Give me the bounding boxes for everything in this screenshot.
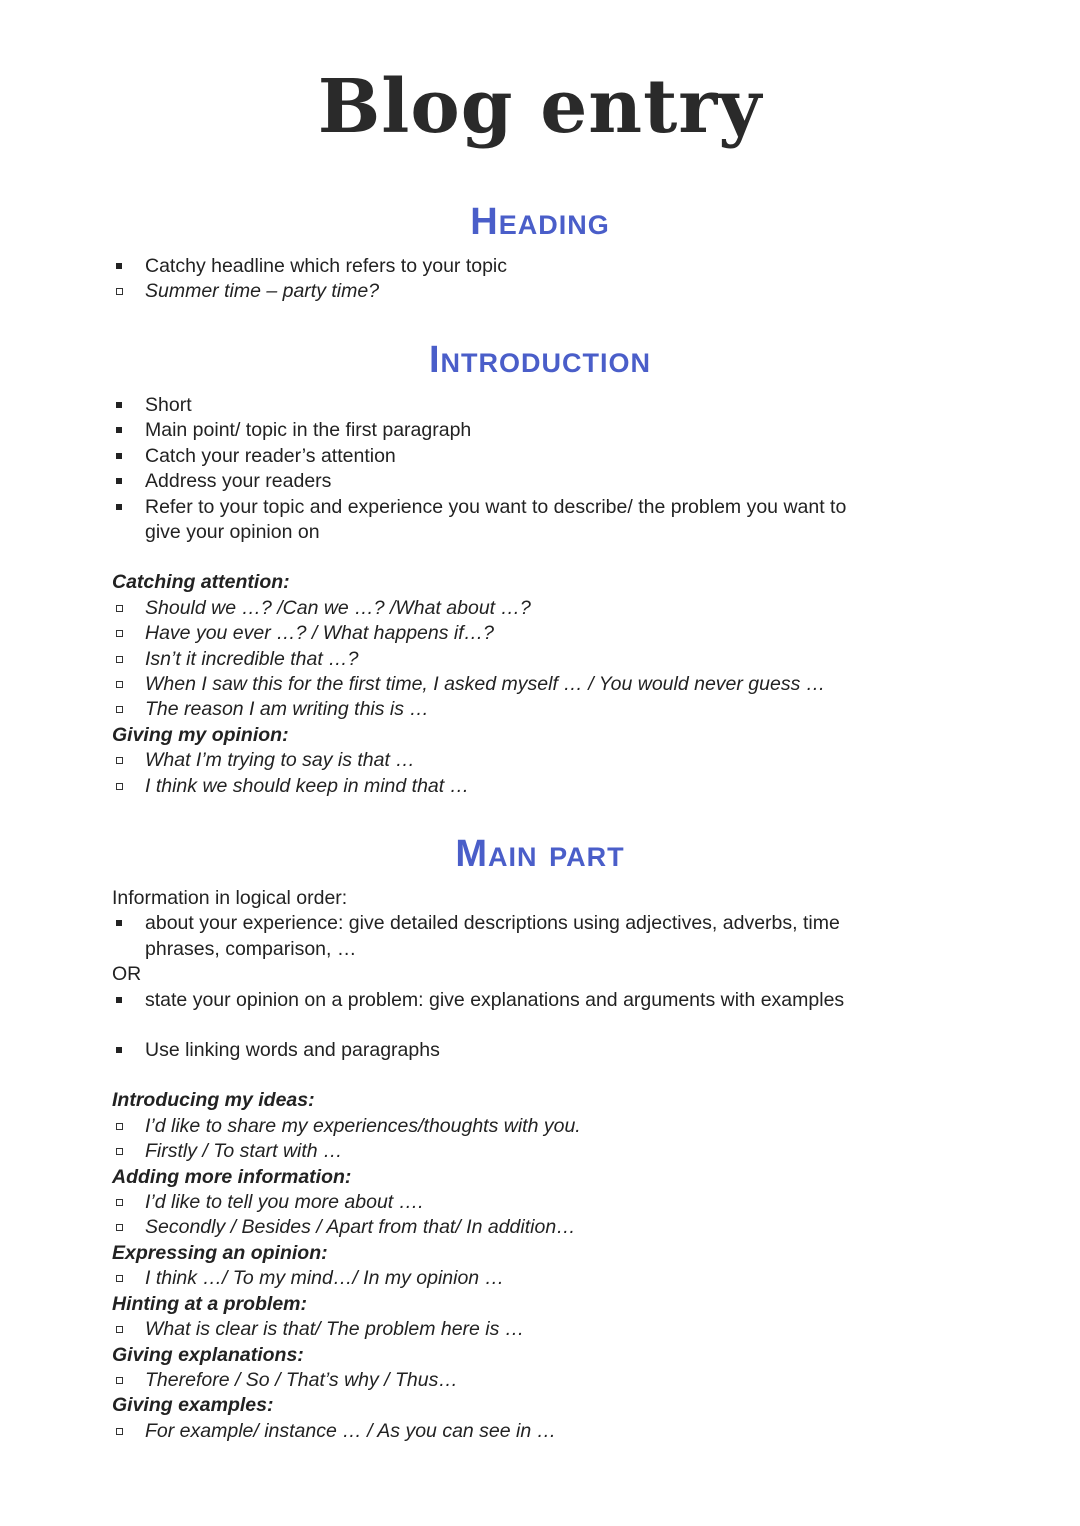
group-label: Giving my opinion: (112, 723, 289, 746)
example-item: What is clear is that/ The problem here is … (145, 1318, 525, 1341)
group-label: Hinting at a problem: (112, 1292, 307, 1315)
list-item-continuation: give your opinion on (145, 521, 320, 544)
list-item: Catchy headline which refers to your topic (145, 255, 508, 277)
list-item: Short (145, 394, 192, 416)
example-item: Firstly / To start with … (145, 1140, 343, 1163)
example-item: Therefore / So / That’s why / Thus… (145, 1368, 458, 1391)
example-item: When I saw this for the first time, I asked myself … / You would never guess … (145, 673, 826, 696)
list-item: Catch your reader’s attention (145, 444, 396, 467)
example-item: What I’m trying to say is that … (145, 749, 415, 772)
section-introduction-title: Introduction (428, 339, 652, 381)
introduction-list (112, 393, 952, 799)
list-item: state your opinion on a problem: give explanations and arguments with examples (145, 988, 845, 1011)
group-label: Catching attention: (112, 571, 290, 594)
example-item: Have you ever …? / What happens if…? (145, 622, 495, 645)
section-main-title: Main part (455, 833, 625, 875)
example-item: The reason I am writing this is … (145, 698, 429, 721)
page-title: Blog entry (317, 64, 763, 150)
list-item: Address your readers (145, 470, 332, 493)
section-heading-title: Heading (470, 201, 610, 243)
group-label: Giving examples: (112, 1394, 274, 1417)
list-item: about your experience: give detailed descriptions using adjectives, adverbs, time (145, 912, 840, 935)
example-item: Should we …? /Can we …? /What about …? (145, 596, 531, 619)
list-item: Refer to your topic and experience you want to describe/ the problem you want to (145, 495, 847, 518)
group-label: Giving explanations: (112, 1343, 304, 1366)
list-item-continuation: phrases, comparison, … (145, 937, 357, 960)
example-item: I’d like to share my experiences/thoughts with you. (145, 1114, 581, 1137)
example-item: For example/ instance … / As you can see in … (145, 1419, 557, 1442)
intro-text: Information in logical order: (112, 887, 348, 909)
example-item: I’d like to tell you more about …. (145, 1191, 424, 1214)
list-item: Main point/ topic in the first paragraph (145, 419, 472, 442)
or-text: OR (112, 963, 142, 986)
example-item: Secondly / Besides / Apart from that/ In addition… (145, 1216, 576, 1239)
heading-list (112, 254, 952, 305)
list-item: Use linking words and paragraphs (145, 1039, 440, 1062)
group-label: Expressing an opinion: (112, 1241, 328, 1264)
example-item: Isn’t it incredible that …? (145, 647, 359, 670)
group-label: Adding more information: (112, 1165, 352, 1188)
example-item: I think …/ To my mind…/ In my opinion … (145, 1267, 505, 1290)
main-list (112, 886, 952, 1444)
group-label: Introducing my ideas: (112, 1089, 315, 1112)
example-item: I think we should keep in mind that … (145, 774, 470, 797)
example-item: Summer time – party time? (145, 280, 380, 303)
